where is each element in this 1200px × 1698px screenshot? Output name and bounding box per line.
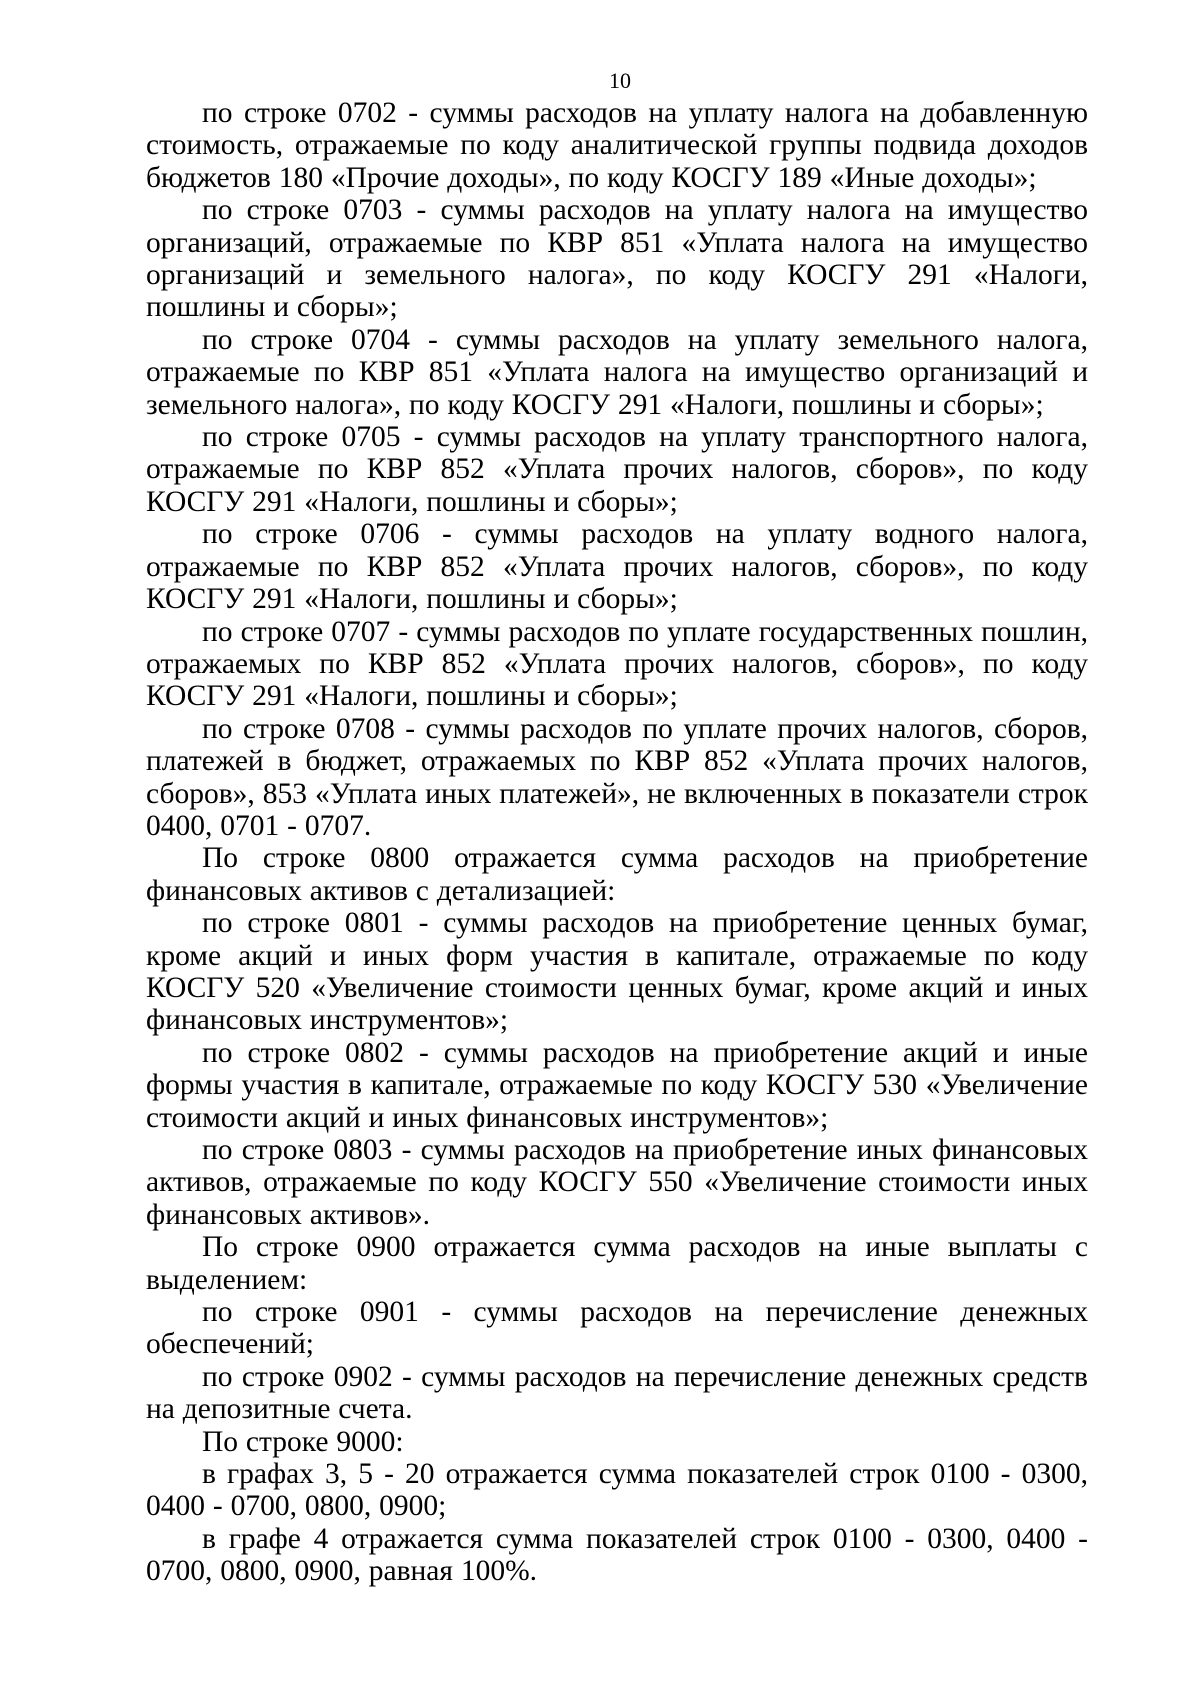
paragraph-line-0801: по строке 0801 - суммы расходов на приобретение ценных бумаг, кроме акций и иных форм участия в капитале, отражаемые по коду КОСГУ 520 «Увеличение стоимости ценных бумаг, кроме акций и иных финансовых инструментов»; [146,907,1088,1037]
page-number: 10 [609,68,631,93]
paragraph-line-0707: по строке 0707 - суммы расходов по уплате государственных пошлин, отражаемых по КВР 852 «Уплата прочих налогов, сборов», по коду КОСГУ 291 «Налоги, пошлины и сборы»; [146,615,1088,713]
paragraph-columns-3-5-20: в графах 3, 5 - 20 отражается сумма показателей строк 0100 - 0300, 0400 - 0700, 0800, 0900; [146,1458,1088,1523]
paragraph-line-0900: По строке 0900 отражается сумма расходов на иные выплаты с выделением: [146,1231,1088,1296]
paragraph-line-0901: по строке 0901 - суммы расходов на перечисление денежных обеспечений; [146,1296,1088,1361]
paragraph-line-0902: по строке 0902 - суммы расходов на перечисление денежных средств на депозитные счета. [146,1360,1088,1426]
body-text [146,97,1088,1588]
paragraph-line-0802: по строке 0802 - суммы расходов на приобретение акций и иные формы участия в капитале, отражаемые по коду КОСГУ 530 «Увеличение стоимости акций и иных финансовых инструментов»; [146,1036,1088,1134]
paragraph-line-0705: по строке 0705 - суммы расходов на уплату транспортного налога, отражаемые по КВР 852 «Уплата прочих налогов, сборов», по коду КОСГУ 291 «Налоги, пошлины и сборы»; [146,421,1088,518]
paragraph-line-0704: по строке 0704 - суммы расходов на уплату земельного налога, отражаемые по КВР 851 «Уплата налога на имущество организаций и земельного налога», по коду КОСГУ 291 «Налоги, пошлины и сборы»; [146,323,1088,421]
paragraph-column-4: в графе 4 отражается сумма показателей строк 0100 - 0300, 0400 - 0700, 0800, 0900, равная 100%. [146,1522,1088,1588]
paragraph-line-9000: По строке 9000: [202,1425,404,1458]
paragraph-line-0803: по строке 0803 - суммы расходов на приобретение иных финансовых активов, отражаемые по коду КОСГУ 550 «Увеличение стоимости иных финансовых активов». [146,1134,1088,1231]
paragraph-line-0708: по строке 0708 - суммы расходов по уплате прочих налогов, сборов, платежей в бюджет, отражаемых по КВР 852 «Уплата прочих налогов, сборов», 853 «Уплата иных платежей», не включенных в показатели строк 0400, 0701 - 0707. [146,712,1088,842]
paragraph-line-0703: по строке 0703 - суммы расходов на уплату налога на имущество организаций, отражаемые по КВР 851 «Уплата налога на имущество организаций и земельного налога», по коду КОСГУ 291 «Налоги, пошлины и сборы»; [146,194,1088,324]
paragraph-line-0800: По строке 0800 отражается сумма расходов на приобретение финансовых активов с детализацией: [146,842,1088,907]
paragraph-line-0702: по строке 0702 - суммы расходов на уплату налога на добавленную стоимость, отражаемые по коду аналитической группы подвида доходов бюджетов 180 «Прочие доходы», по коду КОСГУ 189 «Иные доходы»; [146,97,1088,194]
paragraph-line-0706: по строке 0706 - суммы расходов на уплату водного налога, отражаемые по КВР 852 «Уплата прочих налогов, сборов», по коду КОСГУ 291 «Налоги, пошлины и сборы»; [146,518,1088,616]
